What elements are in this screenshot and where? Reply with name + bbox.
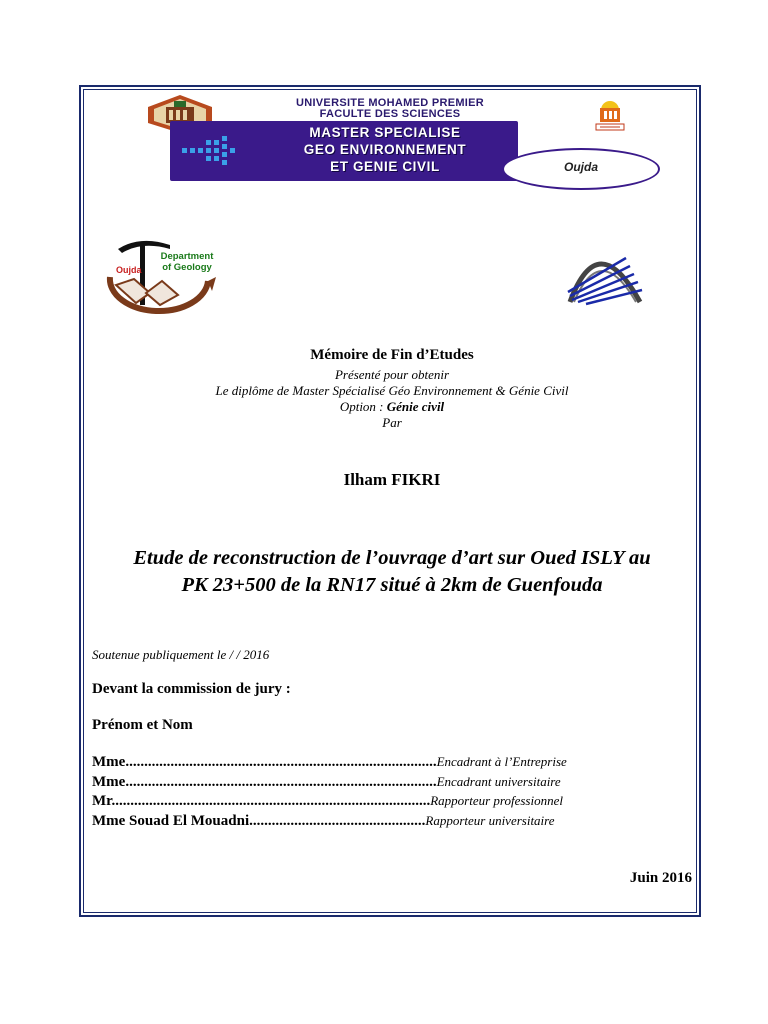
jury-row	[92, 754, 692, 774]
option-value: Génie civil	[386, 399, 445, 414]
city-label: Oujda	[563, 160, 598, 174]
jury-dots: ...................................................................................	[125, 754, 437, 770]
jury-member-name: Mr	[92, 793, 112, 809]
geology-department-line-1: Department	[160, 251, 214, 262]
pickaxe-logo-icon	[90, 233, 222, 315]
geology-city-label: Oujda	[116, 265, 142, 275]
jury-dots: .....................................................................................	[111, 793, 431, 809]
master-line-3: ET GENIE CIVIL	[330, 159, 440, 174]
university-line-1: UNIVERSITE MOHAMED PREMIER	[295, 97, 485, 109]
jury-heading: Devant la commission de jury :	[92, 681, 291, 697]
par-line: Par	[382, 415, 402, 430]
jury-row	[92, 813, 692, 833]
thesis-title	[90, 545, 694, 599]
jury-member-role: Encadrant à l’Entreprise	[436, 754, 567, 769]
master-line-1: MASTER SPECIALISE	[309, 125, 461, 140]
thesis-title-line-1: Etude de reconstruction de l’ouvrage d’art sur Oued ISLY au	[133, 547, 651, 569]
option-label: Option :	[339, 399, 387, 414]
author-name: Ilham FIKRI	[343, 470, 441, 489]
jury-member-role: Rapporteur professionnel	[430, 793, 563, 808]
jury-member-name: Mme	[92, 754, 126, 770]
thesis-title-line-2: PK 23+500 de la RN17 situé à 2km de Guenfouda	[181, 574, 603, 596]
jury-row	[92, 793, 692, 813]
university-line-2: FACULTE DES SCIENCES	[319, 108, 461, 120]
name-heading: Prénom et Nom	[92, 717, 193, 733]
defense-date-line: Soutenue publiquement le / / 2016	[92, 647, 270, 662]
faculty-emblem-icon	[592, 98, 628, 132]
jury-row	[92, 774, 692, 794]
jury-dots: ...............................................	[249, 813, 426, 829]
jury-member-name: Mme Souad El Mouadni	[92, 813, 250, 829]
geology-department-line-2: of Geology	[162, 262, 212, 273]
option-line	[90, 399, 694, 415]
jury-member-role: Encadrant universitaire	[436, 774, 561, 789]
presented-line: Présenté pour obtenir	[334, 367, 450, 382]
master-line-2: GEO ENVIRONNEMENT	[303, 142, 467, 157]
university-name	[230, 98, 550, 120]
master-title	[230, 124, 540, 175]
jury-dots: ...................................................................................	[125, 774, 437, 790]
bridge-logo-icon	[564, 236, 646, 308]
jury-member-name: Mme	[92, 774, 126, 790]
submission-date: Juin 2016	[629, 870, 692, 886]
jury-member-role: Rapporteur universitaire	[425, 813, 555, 828]
memoire-title: Mémoire de Fin d’Etudes	[310, 347, 474, 363]
diploma-line: Le diplôme de Master Spécialisé Géo Environnement & Génie Civil	[215, 383, 569, 398]
